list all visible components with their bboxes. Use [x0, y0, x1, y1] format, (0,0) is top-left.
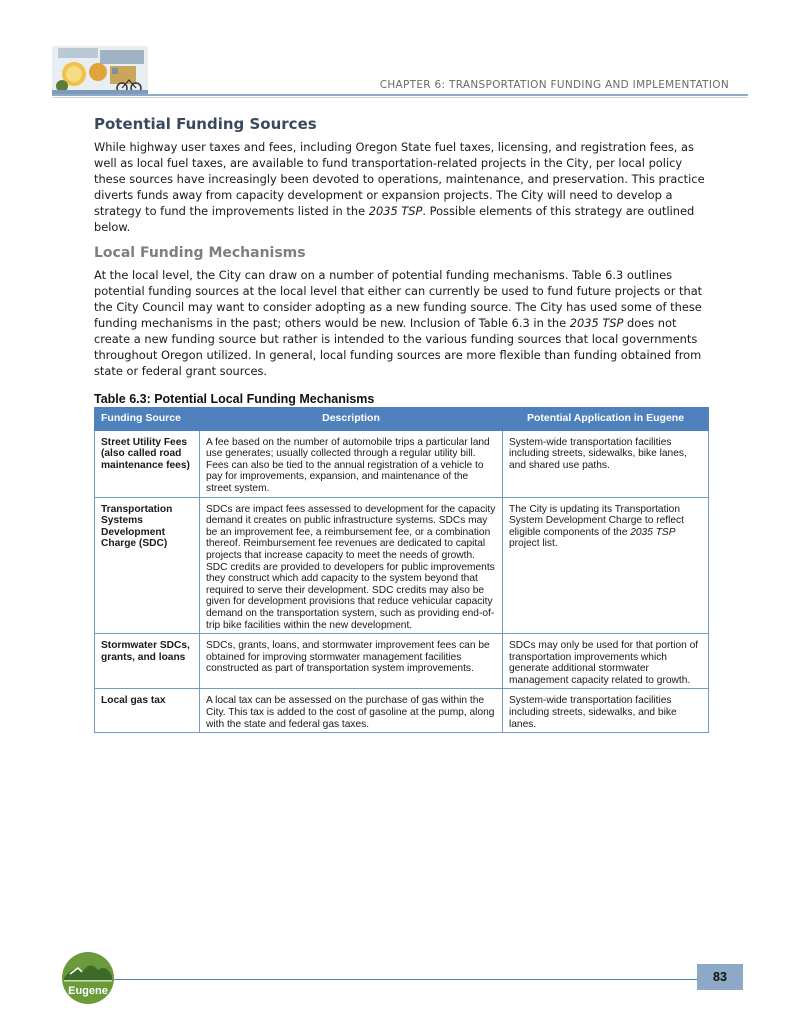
description-cell: A local tax can be assessed on the purchase of gas within the City. This tax is added to the cost of gasoline at the pump, along with the state and federal gas taxes.: [200, 689, 503, 733]
header-rule: [52, 94, 748, 96]
header-collage-image: [52, 40, 148, 96]
description-cell: A fee based on the number of automobile trips a particular land use generates; usually collected through a regular utility bill. Fees can also be tied to the annual registration of a vehicle to pay for improvements, expansion, and maintenance of the street system.: [200, 430, 503, 497]
section-heading-local-funding: Local Funding Mechanisms: [94, 245, 306, 261]
column-header-funding-source: Funding Source: [95, 408, 200, 431]
application-cell: System-wide transportation facilities including streets, sidewalks, and bike lanes.: [503, 689, 709, 733]
table-row: [95, 497, 709, 634]
funding-source-cell: Transportation Systems Development Charge (SDC): [95, 497, 200, 634]
section-paragraph-local-funding: At the local level, the City can draw on a number of potential funding mechanisms. Table 6.3 outlines potential funding sources at the local level that either can currently be used to fund future projects or that the City Council may want to consider adopting as a new funding source. The City has used some of these funding mechanisms in the past; others would be new. Inclusion of Table 6.3 in the 2035 TSP does not create a new funding source but rather is intended to the various funding sources that local governments throughout Oregon utilized. In general, local funding sources are more flexible than funding obtained from state or federal grant sources.: [94, 268, 703, 378]
column-header-description: Description: [200, 408, 503, 431]
table-row: [95, 634, 709, 689]
logo-text: Eugene: [68, 985, 108, 997]
funding-source-cell: Street Utility Fees (also called road maintenance fees): [95, 430, 200, 497]
application-cell: SDCs may only be used for that portion of transportation improvements which generate additional stormwater management capacity related to growth.: [503, 634, 709, 689]
table-row: [95, 689, 709, 733]
section-paragraph-potential-funding: While highway user taxes and fees, including Oregon State fuel taxes, licensing, and registration fees, as well as local fuel taxes, are available to fund transportation-related projects in the City, per local policy these sources have increasingly been devoted to operations, maintenance, and preservation. This practice diverts funds away from capacity development or expansion projects. The City will need to develop a strategy to fund the improvements listed in the 2035 TSP. Possible elements of this strategy are outlined below.: [94, 140, 705, 234]
description-cell: SDCs are impact fees assessed to development for the capacity demand it creates on public infrastructure systems. SDCs may be an improvement fee, a reimbursement fee, or a combination thereof. Reimbursement fee revenues are dedicated to capital projects that increase capacity to meet the needs of growth. SDC credits are provided to developers for public improvements they construct which add capacity to the system beyond that required to serve their development. SDC credits may also be given for development provisions that reduce vehicular capacity demand on the transportation system, such as providing end-of-trip bike facilities within the new development.: [200, 497, 503, 634]
page-number: 83: [697, 964, 743, 990]
header-rule-secondary: [52, 97, 748, 98]
eugene-logo: [60, 950, 116, 1006]
footer-rule: [108, 979, 700, 980]
description-cell: SDCs, grants, loans, and stormwater improvement fees can be obtained for improving stormwater management facilities constructed as part of transportation system improvements.: [200, 634, 503, 689]
application-cell: The City is updating its Transportation System Development Charge to reflect eligible components of the 2035 TSP project list.: [503, 497, 709, 634]
funding-source-cell: Stormwater SDCs, grants, and loans: [95, 634, 200, 689]
application-cell: System-wide transportation facilities including streets, sidewalks, bike lanes, and shared use paths.: [503, 430, 709, 497]
funding-mechanisms-table: [94, 407, 709, 733]
column-header-application: Potential Application in Eugene: [503, 408, 709, 431]
chapter-title: CHAPTER 6: TRANSPORTATION FUNDING AND IMPLEMENTATION: [379, 79, 729, 91]
main-content: [94, 115, 714, 733]
table-title: Table 6.3: Potential Local Funding Mechanisms: [94, 392, 375, 406]
table-header-row: [95, 408, 709, 431]
section-heading-potential-funding: Potential Funding Sources: [94, 115, 317, 133]
table-row: [95, 430, 709, 497]
funding-source-cell: Local gas tax: [95, 689, 200, 733]
